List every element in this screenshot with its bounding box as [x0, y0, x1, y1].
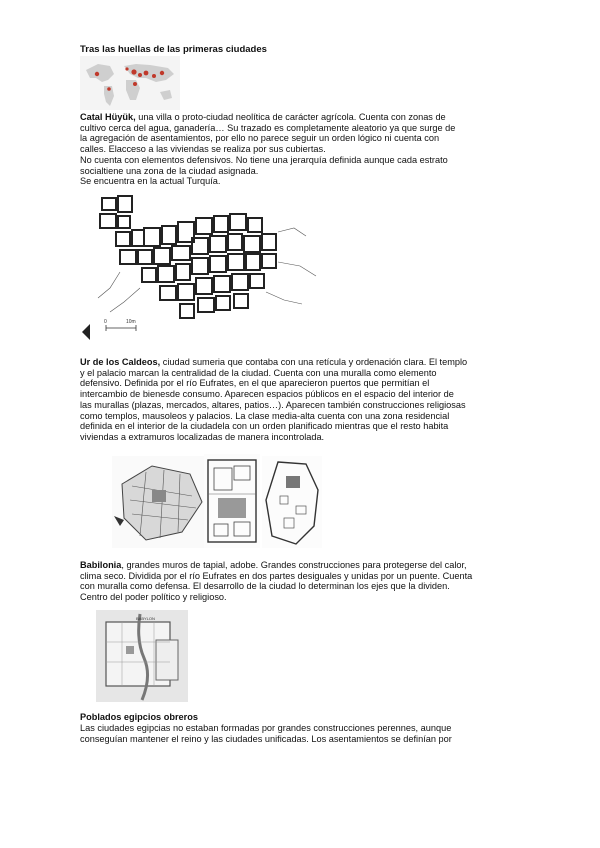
babilonia-map-figure [96, 610, 188, 702]
egipto-line-0: Las ciudades egipcias no estaban formadas por grandes construcciones perennes, aunque [80, 723, 452, 733]
babylon-map-label: BABYLON [136, 616, 155, 621]
ur-line-7: viviendas a extramuros localizadas de manera incontrolada. [80, 431, 325, 442]
catal-huyuk-plan [80, 192, 330, 342]
ur-map-figure-2 [204, 454, 260, 548]
babilonia-line-2: con muralla como defensa. El desarrollo de la ciudad lo determinan los ejes que la dividen. [80, 581, 450, 592]
egipto-line-1: conseguían mantener el reino y las ciudades unificadas. Los asentamientos se definían por [80, 733, 452, 744]
babilonia-line-3: Centro del poder político y religioso. [80, 592, 227, 603]
babilonia-line-1: clima seco. Dividida por el río Eufrates en dos partes desiguales y unidas por un puente. Cuenta [80, 570, 473, 581]
catal-huyuk-paragraph [80, 112, 532, 187]
world-map-image [80, 56, 180, 110]
catal-line-1: cultivo cerca del agua, ganadería… Su trazado es completamente aleatorio ya que surge de [80, 122, 456, 133]
ur-city-walls [262, 456, 322, 548]
scale-zero-label: 0 [104, 319, 107, 325]
ur-site-map [112, 456, 208, 548]
ur-map-figure-3 [262, 456, 322, 548]
ur-paragraph [80, 357, 532, 443]
catal-line-4: No cuenta con elementos defensivos. No tiene una jerarquía definida aunque cada estrato [80, 154, 448, 165]
catal-line-5: socialtiene una zona de la ciudad asignada. [80, 165, 259, 176]
catal-line-2: la agregación de asentamientos, por ello no parece seguir un orden lógico ni cuenta con [80, 133, 440, 144]
catal-huyuk-plan-drawing [80, 192, 330, 342]
scale-ten-label: 10m [126, 319, 136, 325]
ur-map-figure-1 [112, 456, 208, 548]
egipto-heading: Poblados egipcios obreros [80, 712, 198, 722]
ur-line-3: intercambio de bienesde consumo. Aparecen espacios públicos en el espacio del interior de [80, 389, 454, 400]
ur-line-1: y el palacio marcan la centralidad de la ciudad. Cuenta con una muralla como elemento [80, 367, 437, 378]
catal-line-6: Se encuentra en la actual Turquía. [80, 176, 221, 187]
ur-line-5: como templos, mausoleos y palacios. La clase media-alta cuenta con una zona residencial [80, 410, 450, 421]
ur-line-2: defensivo. Definida por el río Eufrates, en el que aparecieron puertos que permitían el [80, 378, 430, 389]
catal-line-3: calles. Elacceso a las viviendas se realiza por sus cubiertas. [80, 144, 326, 155]
ur-line-4: las murallas (plazas, mercados, altares, patios…). Aparecen también construcciones religiosas [80, 399, 466, 410]
babilonia-name: Babilonia [80, 560, 122, 570]
babilonia-paragraph [80, 560, 532, 603]
egipto-paragraph [80, 723, 532, 744]
ur-name: Ur de los Caldeos, [80, 357, 161, 367]
page-title: Tras las huellas de las primeras ciudades [80, 44, 267, 55]
catal-huyuk-name: Catal Hüyük, [80, 112, 136, 122]
world-map-figure [80, 56, 180, 110]
ur-line-6: definida en el interior de la ciudadela con un orden planificado mientras que el resto habita [80, 421, 449, 432]
babylon-map [96, 610, 188, 702]
catal-line-0: una villa o proto-ciudad neolítica de carácter agrícola. Cuenta con zonas de [135, 112, 446, 122]
babilonia-line-0: , grandes muros de tapial, adobe. Grandes construcciones para protegerse del calor, [121, 560, 467, 570]
ur-line-0: ciudad sumeria que contaba con una retícula y ordenación clara. El templo [160, 357, 468, 367]
ur-temple-plan [204, 454, 260, 548]
